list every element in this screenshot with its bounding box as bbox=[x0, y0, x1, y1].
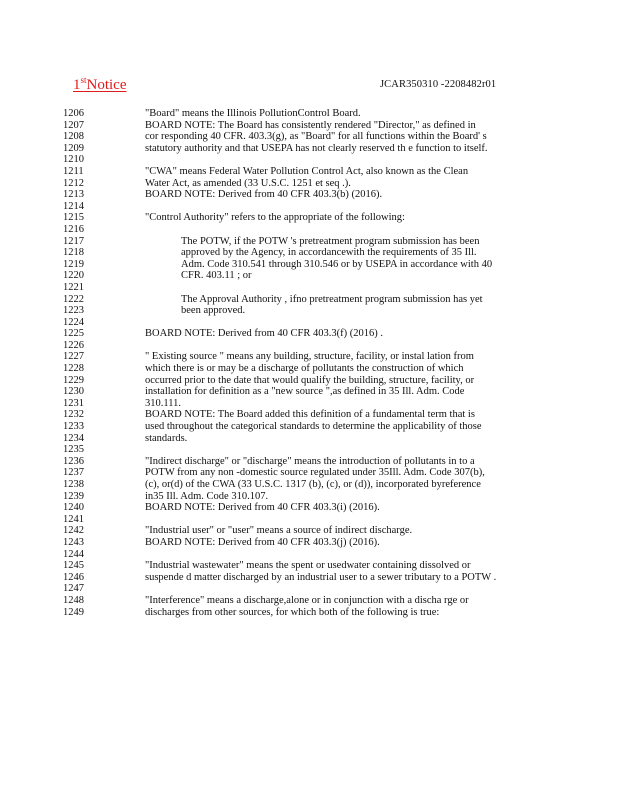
text-line bbox=[0, 351, 618, 363]
text-line bbox=[0, 212, 618, 224]
text-line bbox=[0, 537, 618, 549]
text-line bbox=[0, 201, 618, 213]
line-text: " Existing source " means any building, structure, facility, or instal lation from bbox=[145, 351, 474, 363]
text-line bbox=[0, 120, 618, 132]
text-line bbox=[0, 502, 618, 514]
line-text: "Board" means the Illinois PollutionControl Board. bbox=[145, 108, 361, 119]
text-line bbox=[0, 166, 618, 178]
text-line bbox=[0, 491, 618, 503]
line-text: CFR. 403.11 ; or bbox=[181, 270, 252, 282]
line-number: 1206 bbox=[63, 108, 84, 119]
line-number: 1225 bbox=[63, 328, 84, 340]
line-text: occurred prior to the date that would qualify the building, structure, facility, or bbox=[145, 374, 475, 386]
line-number: 1223 bbox=[63, 305, 84, 317]
line-number: 1226 bbox=[63, 339, 84, 351]
line-text: BOARD NOTE: The Board has consistently rendered "Director," as defined in bbox=[145, 119, 476, 131]
line-text: Water Act, as amended (33 U.S.C. 1251 et seq .). bbox=[145, 177, 351, 189]
line-number: 1241 bbox=[63, 513, 84, 525]
line-number: 1233 bbox=[63, 421, 84, 433]
line-text: installation for definition as a "new source ",as defined in 35 Ill. Adm. Code bbox=[145, 386, 465, 398]
line-text: POTW from any non -domestic source regulated under 35Ill. Adm. Code 307(b), bbox=[145, 467, 485, 479]
line-number: 1231 bbox=[63, 397, 84, 409]
line-text: (c), or(d) of the CWA (33 U.S.C. 1317 (b), (c), or (d)), incorporated byreference bbox=[145, 479, 481, 490]
text-line bbox=[0, 154, 618, 166]
line-number: 1238 bbox=[63, 479, 84, 490]
line-number: 1228 bbox=[63, 363, 84, 375]
line-text: BOARD NOTE: Derived from 40 CFR 403.3(f) (2016) . bbox=[145, 328, 383, 340]
line-number: 1235 bbox=[63, 444, 84, 456]
line-text: 310.111. bbox=[145, 397, 181, 409]
text-line bbox=[0, 549, 618, 561]
line-text: suspende d matter discharged by an industrial user to a sewer tributary to a POTW . bbox=[145, 571, 497, 583]
line-text: "Industrial wastewater" means the spent or usedwater containing dissolved or bbox=[145, 560, 471, 572]
line-number: 1239 bbox=[63, 490, 84, 502]
line-number: 1229 bbox=[63, 374, 84, 386]
text-line bbox=[0, 560, 618, 572]
notice-superscript: st bbox=[80, 75, 87, 85]
line-number: 1220 bbox=[63, 270, 84, 282]
text-line bbox=[0, 224, 618, 236]
line-number: 1237 bbox=[63, 467, 84, 479]
line-text: "Control Authority" refers to the appropriate of the following: bbox=[145, 212, 405, 224]
line-text: The Approval Authority , ifno pretreatment program submission has yet bbox=[181, 293, 483, 305]
line-number: 1249 bbox=[63, 606, 84, 618]
line-text: standards. bbox=[145, 432, 188, 444]
line-number: 1207 bbox=[63, 119, 84, 131]
line-number: 1240 bbox=[63, 502, 84, 514]
line-number: 1222 bbox=[63, 293, 84, 305]
line-text: BOARD NOTE: The Board added this definition of a fundamental term that is bbox=[145, 409, 475, 421]
text-line bbox=[0, 270, 618, 282]
text-line bbox=[0, 108, 618, 120]
line-number: 1217 bbox=[63, 235, 84, 247]
text-line bbox=[0, 607, 618, 619]
line-text: The POTW, if the POTW 's pretreatment program submission has been bbox=[181, 235, 480, 247]
line-text: BOARD NOTE: Derived from 40 CFR 403.3(i) (2016). bbox=[145, 502, 380, 514]
line-text: BOARD NOTE: Derived from 40 CFR 403.3(b) (2016). bbox=[145, 189, 383, 201]
line-number: 1248 bbox=[63, 594, 84, 606]
line-text: which there is or may be a discharge of pollutants the construction of which bbox=[145, 363, 464, 375]
line-number: 1221 bbox=[63, 281, 84, 293]
line-number: 1246 bbox=[63, 571, 84, 583]
line-number: 1244 bbox=[63, 548, 84, 560]
text-line bbox=[0, 143, 618, 155]
text-line bbox=[0, 525, 618, 537]
notice-word: Notice bbox=[86, 77, 127, 93]
line-number: 1218 bbox=[63, 247, 84, 259]
line-text: "CWA" means Federal Water Pollution Control Act, also known as the Clean bbox=[145, 165, 469, 177]
text-line bbox=[0, 467, 618, 479]
text-line bbox=[0, 317, 618, 329]
line-number: 1212 bbox=[63, 177, 84, 189]
line-number: 1209 bbox=[63, 142, 84, 154]
text-line bbox=[0, 236, 618, 248]
line-number: 1232 bbox=[63, 409, 84, 421]
text-line bbox=[0, 375, 618, 387]
line-number: 1227 bbox=[63, 351, 84, 363]
line-text: statutory authority and that USEPA has not clearly reserved th e function to itself. bbox=[145, 142, 488, 154]
line-text: used throughout the categorical standards to determine the applicability of those bbox=[145, 421, 482, 433]
line-number: 1215 bbox=[63, 212, 84, 224]
line-number: 1247 bbox=[63, 583, 84, 595]
line-text: discharges from other sources, for which both of the following is true: bbox=[145, 606, 440, 618]
document-body bbox=[0, 108, 618, 618]
line-text: "Interference" means a discharge,alone or in conjunction with a discha rge or bbox=[145, 594, 469, 606]
text-line bbox=[0, 282, 618, 294]
text-line bbox=[0, 583, 618, 595]
line-number: 1224 bbox=[63, 316, 84, 328]
text-line bbox=[0, 456, 618, 468]
notice-number: 1 bbox=[73, 77, 81, 93]
text-line bbox=[0, 259, 618, 271]
text-line bbox=[0, 178, 618, 190]
text-line bbox=[0, 572, 618, 584]
line-text: approved by the Agency, in accordancewith the requirements of 35 Ill. bbox=[181, 247, 477, 259]
text-line bbox=[0, 398, 618, 410]
line-number: 1210 bbox=[63, 154, 84, 166]
line-number: 1213 bbox=[63, 189, 84, 201]
line-number: 1242 bbox=[63, 525, 84, 537]
line-number: 1230 bbox=[63, 386, 84, 398]
text-line bbox=[0, 189, 618, 201]
text-line bbox=[0, 328, 618, 340]
line-text: Adm. Code 310.541 through 310.546 or by USEPA in accordance with 40 bbox=[181, 258, 493, 270]
text-line bbox=[0, 595, 618, 607]
line-number: 1245 bbox=[63, 560, 84, 572]
notice-title bbox=[73, 75, 127, 94]
line-number: 1219 bbox=[63, 258, 84, 270]
line-number: 1234 bbox=[63, 432, 84, 444]
text-line bbox=[0, 363, 618, 375]
text-line bbox=[0, 421, 618, 433]
line-number: 1243 bbox=[63, 536, 84, 548]
line-number: 1208 bbox=[63, 131, 84, 143]
text-line bbox=[0, 131, 618, 143]
document-id: JCAR350310 -2208482r01 bbox=[380, 79, 497, 90]
text-line bbox=[0, 479, 618, 491]
text-line bbox=[0, 340, 618, 352]
line-text: in35 Ill. Adm. Code 310.107. bbox=[145, 490, 269, 502]
text-line bbox=[0, 409, 618, 421]
line-text: BOARD NOTE: Derived from 40 CFR 403.3(j) (2016). bbox=[145, 536, 380, 548]
text-line bbox=[0, 386, 618, 398]
line-text: "Indirect discharge" or "discharge" means the introduction of pollutants in to a bbox=[145, 455, 475, 467]
line-number: 1236 bbox=[63, 455, 84, 467]
line-number: 1216 bbox=[63, 223, 84, 235]
line-text: "Industrial user" or "user" means a source of indirect discharge. bbox=[145, 525, 413, 537]
line-text: cor responding 40 CFR. 403.3(g), as "Board" for all functions within the Board' s bbox=[145, 131, 487, 143]
line-number: 1214 bbox=[63, 200, 84, 212]
line-number: 1211 bbox=[63, 165, 84, 177]
text-line bbox=[0, 433, 618, 445]
text-line bbox=[0, 247, 618, 259]
text-line bbox=[0, 514, 618, 526]
text-line bbox=[0, 444, 618, 456]
text-line bbox=[0, 305, 618, 317]
text-line bbox=[0, 294, 618, 306]
line-text: been approved. bbox=[181, 305, 246, 317]
